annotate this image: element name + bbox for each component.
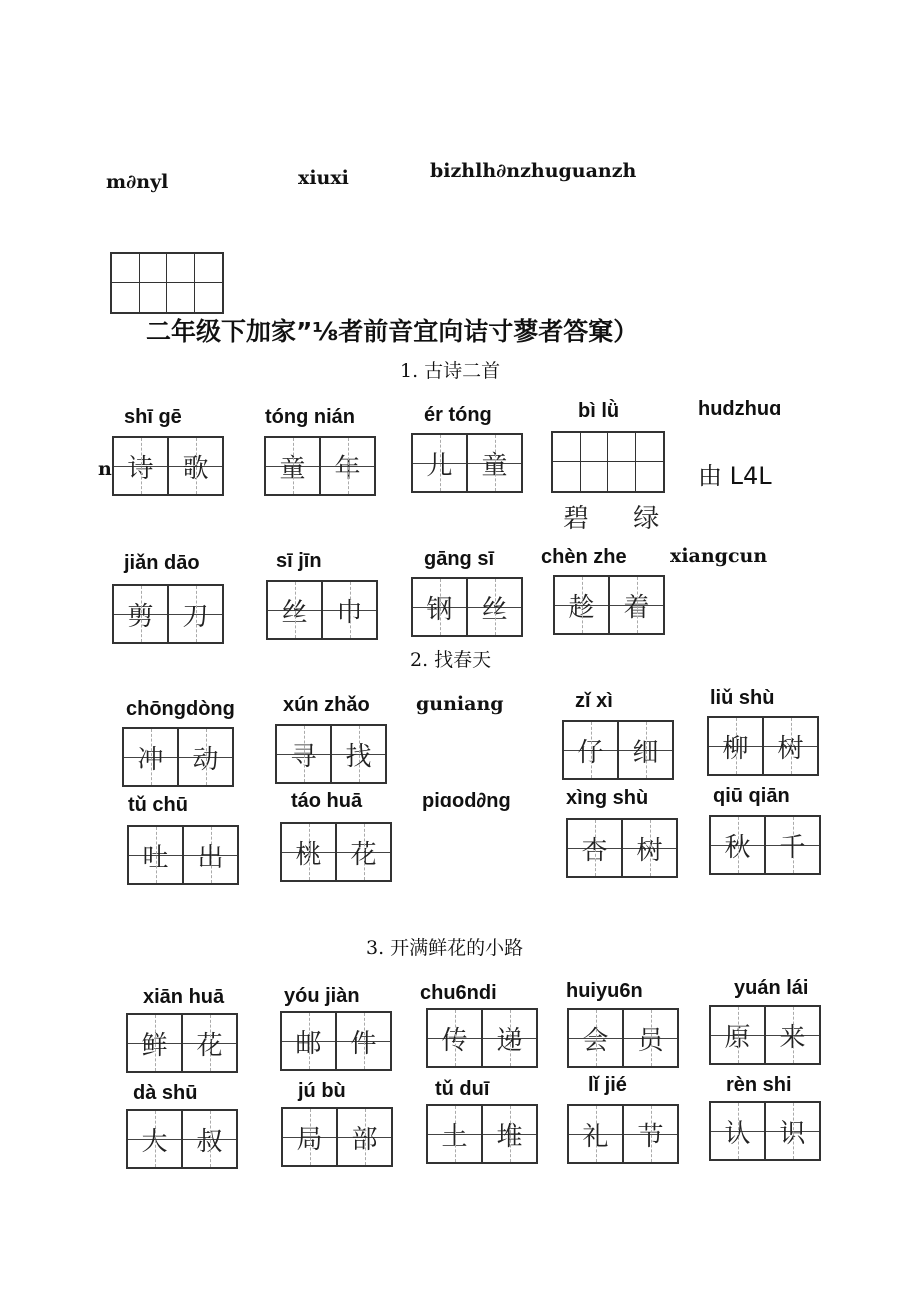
- stray-pinyin-huazhua: hudzhuɑ: [698, 398, 782, 420]
- word-writing-box: [275, 724, 387, 784]
- word-pinyin: tóng nián: [265, 406, 355, 428]
- word-character: 鲜: [128, 1015, 181, 1071]
- word-writing-box: [126, 1109, 238, 1169]
- word-writing-box: [567, 1104, 679, 1164]
- word-writing-box: [567, 1008, 679, 1068]
- word-character: 千: [764, 817, 819, 873]
- word-writing-box: [127, 825, 239, 885]
- word-pinyin: xún zhǎo: [283, 694, 370, 716]
- word-writing-box: [112, 584, 224, 644]
- word-character: 仔: [564, 722, 617, 778]
- word-pinyin: ér tóng: [424, 404, 492, 426]
- word-character: 找: [330, 726, 385, 782]
- word-pinyin: zǐ xì: [575, 690, 613, 712]
- word-character: 树: [621, 820, 676, 876]
- word-writing-box: [709, 815, 821, 875]
- word-pinyin: yóu jiàn: [284, 985, 360, 1007]
- word-writing-box: [707, 716, 819, 776]
- word-writing-box: [280, 1011, 392, 1071]
- writing-grid-bilv: [551, 431, 665, 493]
- word-writing-box: [264, 436, 376, 496]
- word-character: 杏: [568, 820, 621, 876]
- top-pinyin-3: bizhlh∂nzhuguanzh: [430, 160, 637, 182]
- word-character: 员: [622, 1010, 677, 1066]
- word-character: 儿: [413, 435, 466, 491]
- word-writing-box: [122, 727, 234, 787]
- word-character: 巾: [321, 582, 376, 638]
- word-character: 丝: [268, 582, 321, 638]
- word-character: 桃: [282, 824, 335, 880]
- word-pinyin: táo huā: [291, 790, 363, 812]
- word-character: 件: [335, 1013, 390, 1069]
- word-pinyin: sī jīn: [276, 550, 322, 572]
- word-writing-box: [411, 577, 523, 637]
- word-character: 秋: [711, 817, 764, 873]
- word-character: 年: [319, 438, 374, 494]
- lesson-heading-1: 1. 古诗二首: [400, 360, 501, 382]
- word-character: 刀: [167, 586, 222, 642]
- word-pinyin: qiū qiān: [713, 785, 790, 807]
- word-character: 礼: [569, 1106, 622, 1162]
- word-character: 递: [481, 1010, 536, 1066]
- word-pinyin: xìng shù: [566, 787, 649, 809]
- word-writing-box: [426, 1008, 538, 1068]
- word-character: 堆: [481, 1106, 536, 1162]
- word-character: 花: [181, 1015, 236, 1071]
- word-pinyin: rèn shi: [726, 1074, 792, 1096]
- word-writing-box: [566, 818, 678, 878]
- word-writing-box: [553, 575, 665, 635]
- word-character: 原: [711, 1007, 764, 1063]
- word-pinyin: shī gē: [124, 406, 182, 428]
- word-writing-box: [281, 1107, 393, 1167]
- word-pinyin: huiyu6n: [566, 980, 643, 1002]
- word-pinyin: lǐ jié: [588, 1074, 627, 1096]
- word-character: 大: [128, 1111, 181, 1167]
- top-pinyin-1: m∂nyl: [106, 171, 169, 193]
- empty-writing-grid: [110, 252, 224, 314]
- word-writing-box: [112, 436, 224, 496]
- word-pinyin-bilv: bì lǜ: [578, 400, 620, 422]
- word-character: 来: [764, 1007, 819, 1063]
- word-character: 节: [622, 1106, 677, 1162]
- document-title: 二年级下加家”⅛者前音宜向诘寸蓼者答窠）: [146, 317, 639, 346]
- word-character: 寻: [277, 726, 330, 782]
- word-writing-box: [126, 1013, 238, 1073]
- stray-pinyin-piaodang: piɑod∂ng: [422, 790, 511, 812]
- word-pinyin: tǔ chū: [128, 794, 188, 816]
- word-chars-bilv: 碧 绿: [563, 504, 678, 534]
- word-character: 部: [336, 1109, 391, 1165]
- word-character: 诗: [114, 438, 167, 494]
- word-writing-box: [411, 433, 523, 493]
- word-character: 钢: [413, 579, 466, 635]
- word-pinyin: jiǎn dāo: [124, 552, 200, 574]
- word-character: 识: [764, 1103, 819, 1159]
- word-character: 局: [283, 1109, 336, 1165]
- word-pinyin: tǔ duī: [435, 1078, 490, 1100]
- word-character: 吐: [129, 827, 182, 883]
- word-character: 细: [617, 722, 672, 778]
- word-character: 传: [428, 1010, 481, 1066]
- word-character: 歌: [167, 438, 222, 494]
- word-writing-box: [709, 1101, 821, 1161]
- lesson-heading-3: 3. 开满鲜花的小路: [366, 937, 524, 959]
- word-character: 花: [335, 824, 390, 880]
- word-pinyin: gāng sī: [424, 548, 495, 570]
- word-character: 丝: [466, 579, 521, 635]
- word-character: 动: [177, 729, 232, 785]
- word-writing-box: [709, 1005, 821, 1065]
- word-character: 童: [266, 438, 319, 494]
- word-pinyin: chu6ndi: [420, 982, 497, 1004]
- word-pinyin: yuán lái: [734, 977, 809, 999]
- word-character: 出: [182, 827, 237, 883]
- word-character: 童: [466, 435, 521, 491]
- word-character: 着: [608, 577, 663, 633]
- word-character: 土: [428, 1106, 481, 1162]
- word-character: 趁: [555, 577, 608, 633]
- word-character: 认: [711, 1103, 764, 1159]
- stray-pinyin-guniang: guniang: [416, 693, 504, 715]
- word-pinyin: jú bù: [298, 1080, 346, 1102]
- word-character: 叔: [181, 1111, 236, 1167]
- lesson-heading-2: 2. 找春天: [410, 649, 492, 671]
- word-character: 剪: [114, 586, 167, 642]
- stray-pinyin-xiangcun: xiangcun: [670, 545, 768, 567]
- word-pinyin: dà shū: [133, 1082, 198, 1104]
- word-writing-box: [562, 720, 674, 780]
- word-pinyin: chèn zhe: [541, 546, 627, 568]
- top-pinyin-2: xiuxi: [298, 167, 349, 189]
- word-pinyin: liǔ shù: [710, 687, 775, 709]
- word-character: 会: [569, 1010, 622, 1066]
- word-pinyin: chōngdòng: [126, 698, 235, 720]
- stray-letter: n: [98, 458, 112, 480]
- word-character: 邮: [282, 1013, 335, 1069]
- word-character: 冲: [124, 729, 177, 785]
- word-writing-box: [266, 580, 378, 640]
- stray-text-huazhua: 由 L4L: [698, 462, 772, 490]
- word-character: 柳: [709, 718, 762, 774]
- word-character: 树: [762, 718, 817, 774]
- word-writing-box: [280, 822, 392, 882]
- word-writing-box: [426, 1104, 538, 1164]
- word-pinyin: xiān huā: [143, 986, 225, 1008]
